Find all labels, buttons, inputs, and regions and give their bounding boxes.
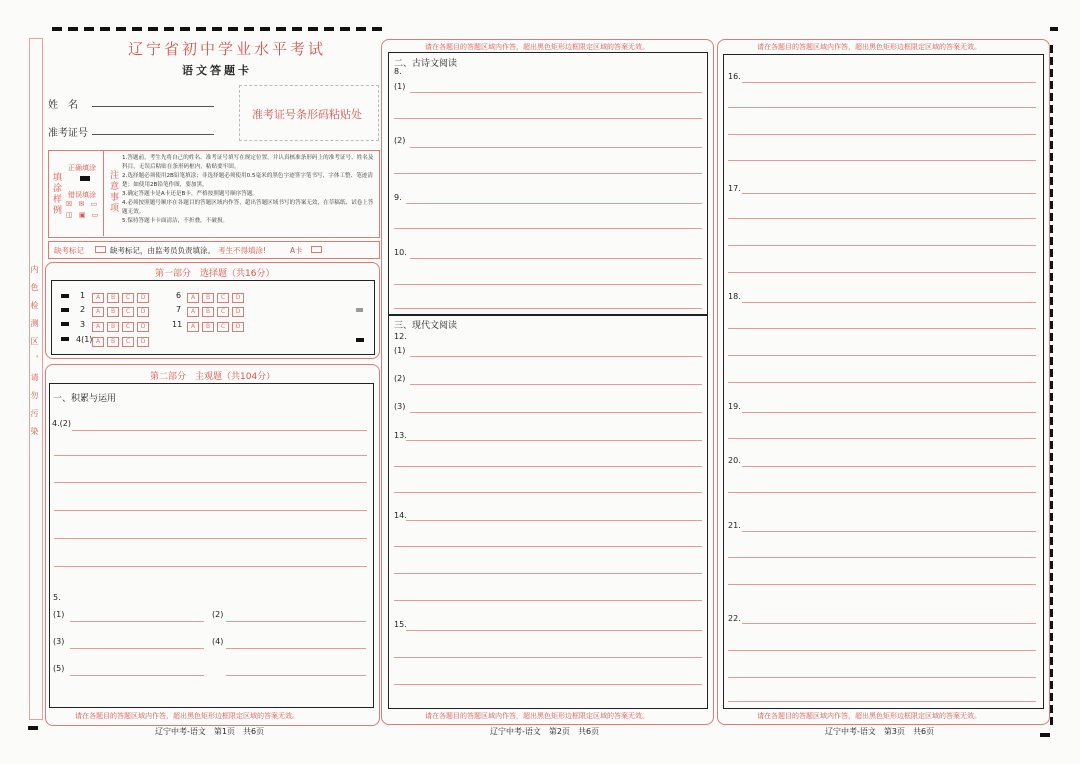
answer-line[interactable] — [70, 621, 204, 622]
answer-line[interactable] — [410, 384, 702, 385]
sub-label: (1) — [53, 610, 65, 619]
wrong-fill-label: 错误填涂 — [68, 191, 96, 199]
question-label: 5. — [53, 593, 61, 602]
timing-marks-top — [52, 27, 382, 31]
question-label: 9. — [394, 193, 402, 202]
answer-line[interactable] — [742, 623, 1036, 624]
answer-line[interactable] — [728, 218, 1036, 219]
options-row[interactable]: A B C D — [187, 320, 247, 332]
section-title: 二、古诗文阅读 — [394, 59, 458, 69]
answer-line[interactable] — [226, 648, 366, 649]
answer-line[interactable] — [728, 584, 1036, 585]
options-row[interactable]: A B C D — [187, 305, 247, 317]
answer-line[interactable] — [728, 382, 1036, 383]
side-text: 内色检测区，请勿污染 — [30, 265, 39, 445]
options-row[interactable]: A B C D — [187, 291, 247, 303]
part1-title: 第一部分 选择题（共16分） — [155, 269, 275, 279]
answer-line[interactable] — [54, 455, 367, 456]
note-item: 5.保持答题卡卡面清洁，不折叠，不破损。 — [122, 218, 229, 224]
answer-line[interactable] — [728, 355, 1036, 356]
id-label: 准考证号 — [48, 128, 88, 139]
question-number: 3 — [80, 320, 86, 329]
answer-line[interactable] — [728, 245, 1036, 246]
exam-title: 辽宁省初中学业水平考试 — [128, 40, 327, 58]
answer-box-col1 — [49, 383, 374, 708]
answer-line[interactable] — [728, 272, 1036, 273]
correct-fill-label: 正确填涂 — [68, 164, 96, 172]
part2-title: 第二部分 主观题（共104分） — [150, 372, 276, 382]
answer-line[interactable] — [410, 412, 702, 413]
answer-line[interactable] — [394, 173, 702, 174]
answer-line[interactable] — [728, 701, 1036, 702]
question-label: 19. — [728, 402, 741, 411]
answer-line[interactable] — [410, 356, 702, 357]
sub-label: (3) — [53, 637, 65, 646]
question-label: 21. — [728, 521, 741, 530]
answer-line[interactable] — [394, 684, 702, 685]
sub-label: (2) — [212, 610, 224, 619]
answer-line[interactable] — [394, 657, 702, 658]
sub-label: (2) — [394, 374, 406, 383]
question-label: 14. — [394, 511, 407, 520]
answer-line[interactable] — [742, 302, 1036, 303]
question-number: 11 — [172, 320, 183, 329]
answer-line[interactable] — [728, 677, 1036, 678]
answer-line[interactable] — [70, 675, 204, 676]
modern-reading-box — [388, 314, 708, 709]
options-row[interactable]: A B C D — [92, 320, 152, 332]
section-title: 一、积累与运用 — [53, 394, 117, 404]
answer-line[interactable] — [394, 228, 702, 229]
answer-line[interactable] — [394, 284, 702, 285]
sub-label: (4) — [212, 637, 224, 646]
question-label: 13. — [394, 431, 407, 440]
note-item: 3.确定答题卡是A卡还是B卡，严格按照题号顺序答题。 — [122, 191, 259, 197]
page-notice: 请在各题目的答题区域内作答，超出黑色矩形边框限定区域的答案无效。 — [757, 43, 981, 51]
answer-line[interactable] — [742, 412, 1036, 413]
answer-line[interactable] — [394, 546, 702, 547]
answer-line[interactable] — [394, 492, 702, 493]
card-type-label: A卡 — [290, 246, 303, 255]
answer-line[interactable] — [54, 538, 367, 539]
page-notice: 请在各题目的答题区域内作答，超出黑色矩形边框限定区域的答案无效。 — [425, 712, 649, 720]
corner-mark — [28, 726, 38, 730]
answer-line[interactable] — [70, 648, 204, 649]
absent-checkbox[interactable] — [95, 246, 106, 253]
answer-line[interactable] — [394, 466, 702, 467]
answer-line[interactable] — [394, 600, 702, 601]
question-label: 20. — [728, 456, 741, 465]
answer-line[interactable] — [742, 82, 1036, 83]
question-label: 17. — [728, 184, 741, 193]
answer-line[interactable] — [728, 328, 1036, 329]
fill-sample-label: 填涂样例 — [51, 172, 61, 216]
answer-line[interactable] — [728, 492, 1036, 493]
page-footer: 辽宁中考-语文 第1页 共6页 — [155, 727, 265, 736]
answer-line[interactable] — [394, 118, 702, 119]
question-label: 4.(2) — [52, 419, 71, 428]
answer-line[interactable] — [728, 160, 1036, 161]
answer-line[interactable] — [728, 650, 1036, 651]
question-label: 18. — [728, 292, 741, 301]
sub-label: (1) — [394, 82, 406, 91]
answer-line[interactable] — [728, 134, 1036, 135]
name-label: 姓 名 — [48, 100, 78, 111]
answer-line[interactable] — [54, 482, 367, 483]
absent-warning: 考生不得填涂! — [218, 246, 267, 255]
question-number: 2 — [80, 305, 86, 314]
answer-line[interactable] — [406, 520, 702, 521]
answer-line[interactable] — [406, 440, 702, 441]
answer-line[interactable] — [394, 308, 702, 309]
sub-label: (3) — [394, 402, 406, 411]
wrong-fill-samples: ◫ ▣ ▭ — [66, 211, 101, 219]
answer-line[interactable] — [410, 92, 702, 93]
sub-label: (5) — [53, 664, 65, 673]
question-number: 7 — [176, 305, 182, 314]
answer-line[interactable] — [394, 573, 702, 574]
question-number: 1 — [80, 291, 86, 300]
answer-line[interactable] — [742, 193, 1036, 194]
answer-line[interactable] — [728, 107, 1036, 108]
answer-line[interactable] — [410, 147, 702, 148]
barcode-label: 准考证号条形码粘贴处 — [252, 108, 362, 121]
notes-label: 注意事项 — [108, 170, 118, 214]
question-label: 15. — [394, 620, 407, 629]
page-notice: 请在各题目的答题区域内作答，超出黑色矩形边框限定区域的答案无效。 — [757, 712, 981, 720]
answer-line[interactable] — [728, 438, 1036, 439]
absent-text: 缺考标记，由监考员负责填涂。 — [110, 246, 215, 255]
note-item: 4.必须按照题号顺序在各题目的答题区域内作答，超出答题区域书写的答案无效，在草稿纸、试卷上答题无效。 — [122, 200, 374, 215]
page-notice: 请在各题目的答题区域内作答，超出黑色矩形边框限定区域的答案无效。 — [75, 712, 299, 720]
answer-line[interactable] — [54, 510, 367, 511]
absent-label: 缺考标记 — [54, 246, 84, 255]
sub-label: (2) — [394, 136, 406, 145]
correct-fill-sample — [80, 176, 90, 181]
answer-line[interactable] — [72, 430, 367, 431]
sub-label: (1) — [394, 346, 406, 355]
page-footer: 辽宁中考-语文 第3页 共6页 — [825, 727, 935, 736]
options-row[interactable]: A B C D — [92, 335, 152, 347]
options-row[interactable]: A B C D — [92, 291, 152, 303]
corner-mark — [1050, 27, 1058, 31]
note-item: 2.选择题必须使用2B铅笔填涂；非选择题必须使用0.5毫米的黑色字迹签字笔书写，字体工整、笔迹清楚；如使用2B铅笔作图，要加黑。 — [122, 173, 373, 188]
card-subtitle: 语文答题卡 — [182, 64, 252, 77]
card-type-checkbox[interactable] — [311, 246, 322, 253]
question-label: 16. — [728, 72, 741, 81]
question-label: 8. — [394, 67, 402, 76]
note-item: 1.答题前，考生先将自己的姓名、准考证号填写在规定位置，并认真核准条形码上的准考证号、姓名及科目，无误后粘贴在条形码框内，粘贴要牢固。 — [122, 155, 374, 170]
question-label: 12. — [394, 332, 407, 341]
notes-list — [122, 154, 374, 226]
answer-line[interactable] — [742, 531, 1036, 532]
answer-line[interactable] — [728, 557, 1036, 558]
page-notice: 请在各题目的答题区域内作答，超出黑色矩形边框限定区域的答案无效。 — [425, 43, 649, 51]
id-field[interactable] — [92, 134, 214, 135]
question-number: 4(1) — [76, 335, 93, 344]
answer-line[interactable] — [406, 203, 702, 204]
section-title: 三、现代文阅读 — [394, 321, 458, 331]
options-row[interactable]: A B C D — [92, 305, 152, 317]
right-edge-bar — [1050, 45, 1053, 725]
corner-mark — [1040, 733, 1050, 737]
question-number: 6 — [176, 291, 182, 300]
answer-line[interactable] — [54, 566, 367, 567]
page-footer: 辽宁中考-语文 第2页 共6页 — [490, 727, 600, 736]
answer-line[interactable] — [410, 258, 702, 259]
answer-line[interactable] — [226, 675, 366, 676]
question-label: 22. — [728, 614, 741, 623]
answer-line[interactable] — [226, 621, 366, 622]
answer-line[interactable] — [742, 466, 1036, 467]
name-field[interactable] — [92, 106, 214, 107]
answer-line[interactable] — [406, 630, 702, 631]
wrong-fill-samples: ☒ ✉ ▭ — [66, 200, 100, 208]
question-label: 10. — [394, 248, 407, 257]
